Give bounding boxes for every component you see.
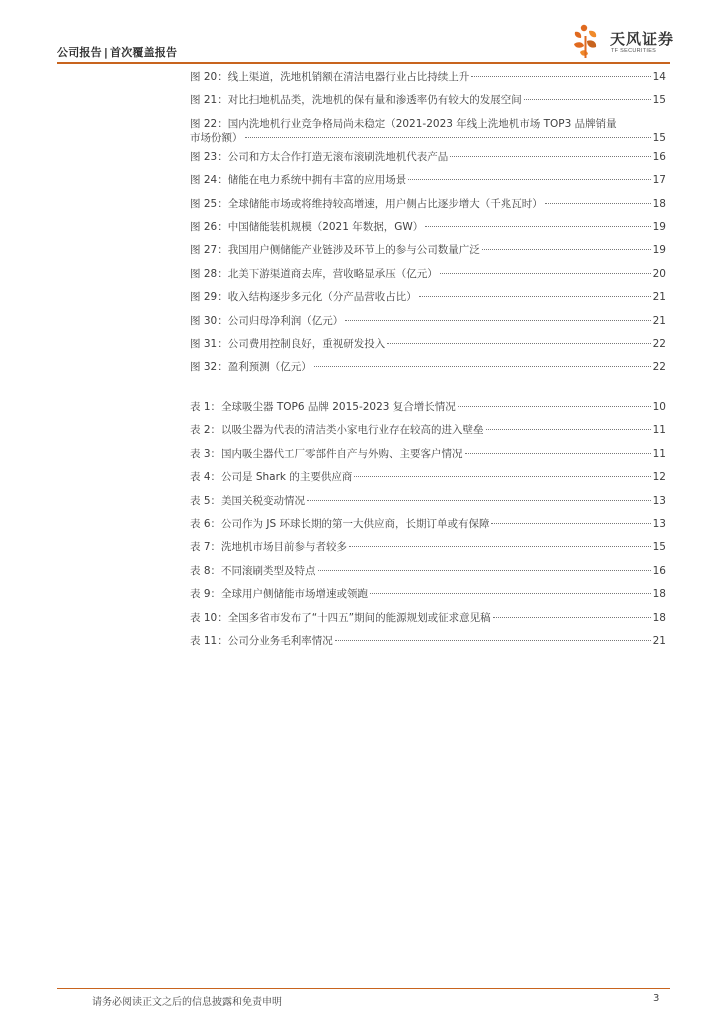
disclaimer-text: 请务必阅读正文之后的信息披露和免责申明 — [92, 997, 282, 1008]
table-entry-page-number: 21 — [652, 635, 666, 648]
table-entry[interactable] — [190, 536, 666, 559]
figure-entry-page-number: 16 — [652, 150, 666, 163]
page-header — [0, 0, 724, 64]
dot-leader — [307, 500, 651, 501]
table-entry-page-number: 11 — [652, 424, 666, 437]
dot-leader — [482, 249, 651, 250]
figure-entry-label: 图 24：储能在电力系统中拥有丰富的应用场景 — [190, 174, 407, 187]
figure-entry-label: 图 28：北美下游渠道商去库，营收略显承压（亿元） — [190, 267, 438, 280]
logo-chinese-name: 天风证券 — [610, 30, 675, 48]
table-entry-page-number: 18 — [652, 611, 666, 624]
figure-entry[interactable] — [190, 333, 666, 356]
tf-logo-icon — [570, 22, 608, 60]
figure-entry-page-number: 17 — [652, 174, 666, 187]
figure-entry-page-number: 21 — [652, 314, 666, 327]
table-entry-label: 表 9：全球用户侧储能市场增速或领跑 — [190, 588, 369, 601]
figure-entry[interactable] — [190, 146, 666, 169]
table-entry-page-number: 16 — [652, 564, 666, 577]
logo-english-name: TF SECURITIES — [611, 48, 657, 54]
figure-entry-label: 图 25：全球储能市场或将维持较高增速，用户侧占比逐步增大（千兆瓦时） — [190, 197, 543, 210]
table-entry-label: 表 8：不同滚刷类型及特点 — [190, 564, 316, 577]
table-entry[interactable] — [190, 466, 666, 489]
table-entry[interactable] — [190, 419, 666, 442]
table-entry[interactable] — [190, 490, 666, 513]
figure-entry-label: 图 32：盈利预测（亿元） — [190, 361, 312, 374]
figure-entry-page-number: 21 — [652, 291, 666, 304]
dot-leader — [545, 203, 651, 204]
figure-entry-page-number: 22 — [652, 338, 666, 351]
table-entry-label: 表 6：公司作为 JS 环球长期的第一大供应商，长期订单或有保障 — [190, 518, 490, 531]
figure-entry-label: 图 23：公司和方太合作打造无滚布滚刷洗地机代表产品 — [190, 150, 449, 163]
dot-leader — [465, 453, 651, 454]
table-entry-label: 表 5：美国关税变动情况 — [190, 494, 306, 507]
figure-entry-label-continued: 市场份额） — [190, 131, 243, 144]
dot-leader — [408, 179, 650, 180]
dot-leader — [354, 476, 650, 477]
dot-leader — [493, 617, 651, 618]
header-separator: | — [103, 46, 109, 59]
figure-entry[interactable] — [190, 239, 666, 262]
table-entry-page-number: 10 — [652, 401, 666, 413]
figure-entry-label: 图 22：国内洗地机行业竞争格局尚未稳定（2021-2023 年线上洗地机市场 TOP3 品牌销量 — [190, 117, 617, 130]
dot-leader — [345, 320, 650, 321]
table-entry-page-number: 11 — [652, 447, 666, 460]
table-entry-page-number: 18 — [652, 588, 666, 601]
figure-entry-page-number: 15 — [652, 94, 666, 107]
table-entry-label: 表 1：全球吸尘器 TOP6 品牌 2015-2023 复合增长情况 — [190, 401, 456, 413]
dot-leader — [425, 226, 650, 227]
table-entry[interactable] — [190, 630, 666, 653]
figure-entry-label: 图 27：我国用户侧储能产业链涉及环节上的参与公司数量广泛 — [190, 244, 480, 257]
dot-leader — [335, 640, 651, 641]
company-logo — [570, 22, 680, 62]
table-entry-page-number: 13 — [652, 518, 666, 531]
report-subtype-label: 首次覆盖报告 — [110, 46, 178, 59]
figure-entry-page-number: 20 — [652, 267, 666, 280]
figure-entry-page-number: 15 — [652, 131, 666, 144]
figure-entry-label: 图 20：线上渠道，洗地机销额在清洁电器行业占比持续上升 — [190, 71, 470, 83]
table-entry-page-number: 13 — [652, 494, 666, 507]
figure-entry-page-number: 14 — [652, 71, 666, 83]
figure-entry[interactable] — [190, 193, 666, 216]
table-entry-label: 表 7：洗地机市场目前参与者较多 — [190, 541, 348, 554]
dot-leader — [491, 523, 650, 524]
table-entry-label: 表 3：国内吸尘器代工厂零部件自产与外购、主要客户情况 — [190, 447, 463, 460]
dot-leader — [314, 366, 651, 367]
report-type — [57, 44, 177, 60]
dot-leader — [387, 343, 650, 344]
table-entry-page-number: 12 — [652, 471, 666, 484]
table-entry-label: 表 10：全国多省市发布了“十四五”期间的能源规划或征求意见稿 — [190, 611, 491, 624]
figure-entry[interactable] — [190, 169, 666, 192]
figure-entry-label: 图 29：收入结构逐步多元化（分产品营收占比） — [190, 291, 417, 304]
table-index — [190, 396, 666, 653]
figure-entry-page-number: 22 — [652, 361, 666, 374]
table-entry[interactable] — [190, 443, 666, 466]
header-divider — [57, 62, 670, 64]
table-entry[interactable] — [190, 583, 666, 606]
footer-divider — [57, 988, 670, 989]
figure-entry[interactable] — [190, 310, 666, 333]
dot-leader — [471, 76, 650, 77]
figure-entry-label: 图 31：公司费用控制良好，重视研发投入 — [190, 338, 386, 351]
figure-entry[interactable] — [190, 113, 666, 146]
dot-leader — [245, 137, 651, 138]
table-entry-label: 表 4：公司是 Shark 的主要供应商 — [190, 471, 353, 484]
dot-leader — [349, 546, 651, 547]
dot-leader — [524, 99, 651, 100]
figure-entry-page-number: 18 — [652, 197, 666, 210]
table-entry[interactable] — [190, 513, 666, 536]
report-type-label: 公司报告 — [57, 46, 102, 59]
table-entry-label: 表 11：公司分业务毛利率情况 — [190, 635, 333, 648]
figure-entry-label: 图 26：中国储能装机规模（2021 年数据，GW） — [190, 221, 424, 234]
table-entry[interactable] — [190, 560, 666, 583]
dot-leader — [450, 156, 650, 157]
figure-entry[interactable] — [190, 66, 666, 89]
dot-leader — [419, 296, 651, 297]
dot-leader — [370, 593, 651, 594]
dot-leader — [440, 273, 651, 274]
page-number: 3 — [653, 993, 660, 1004]
figure-entry[interactable] — [190, 263, 666, 286]
figure-entry[interactable] — [190, 356, 666, 379]
table-entry-label: 表 2：以吸尘器为代表的清洁类小家电行业存在较高的进入壁垒 — [190, 424, 484, 437]
dot-leader — [486, 429, 651, 430]
dot-leader — [458, 406, 651, 407]
dot-leader — [318, 570, 651, 571]
table-entry[interactable] — [190, 396, 666, 419]
figure-index — [190, 66, 666, 380]
figure-entry[interactable] — [190, 286, 666, 309]
figure-entry-page-number: 19 — [652, 221, 666, 234]
figure-entry[interactable] — [190, 216, 666, 239]
figure-entry-label: 图 30：公司归母净利润（亿元） — [190, 314, 344, 327]
figure-entry-page-number: 19 — [652, 244, 666, 257]
table-entry-page-number: 15 — [652, 541, 666, 554]
table-entry[interactable] — [190, 607, 666, 630]
figure-entry[interactable] — [190, 89, 666, 112]
figure-entry-label: 图 21：对比扫地机品类，洗地机的保有量和渗透率仍有较大的发展空间 — [190, 94, 522, 107]
